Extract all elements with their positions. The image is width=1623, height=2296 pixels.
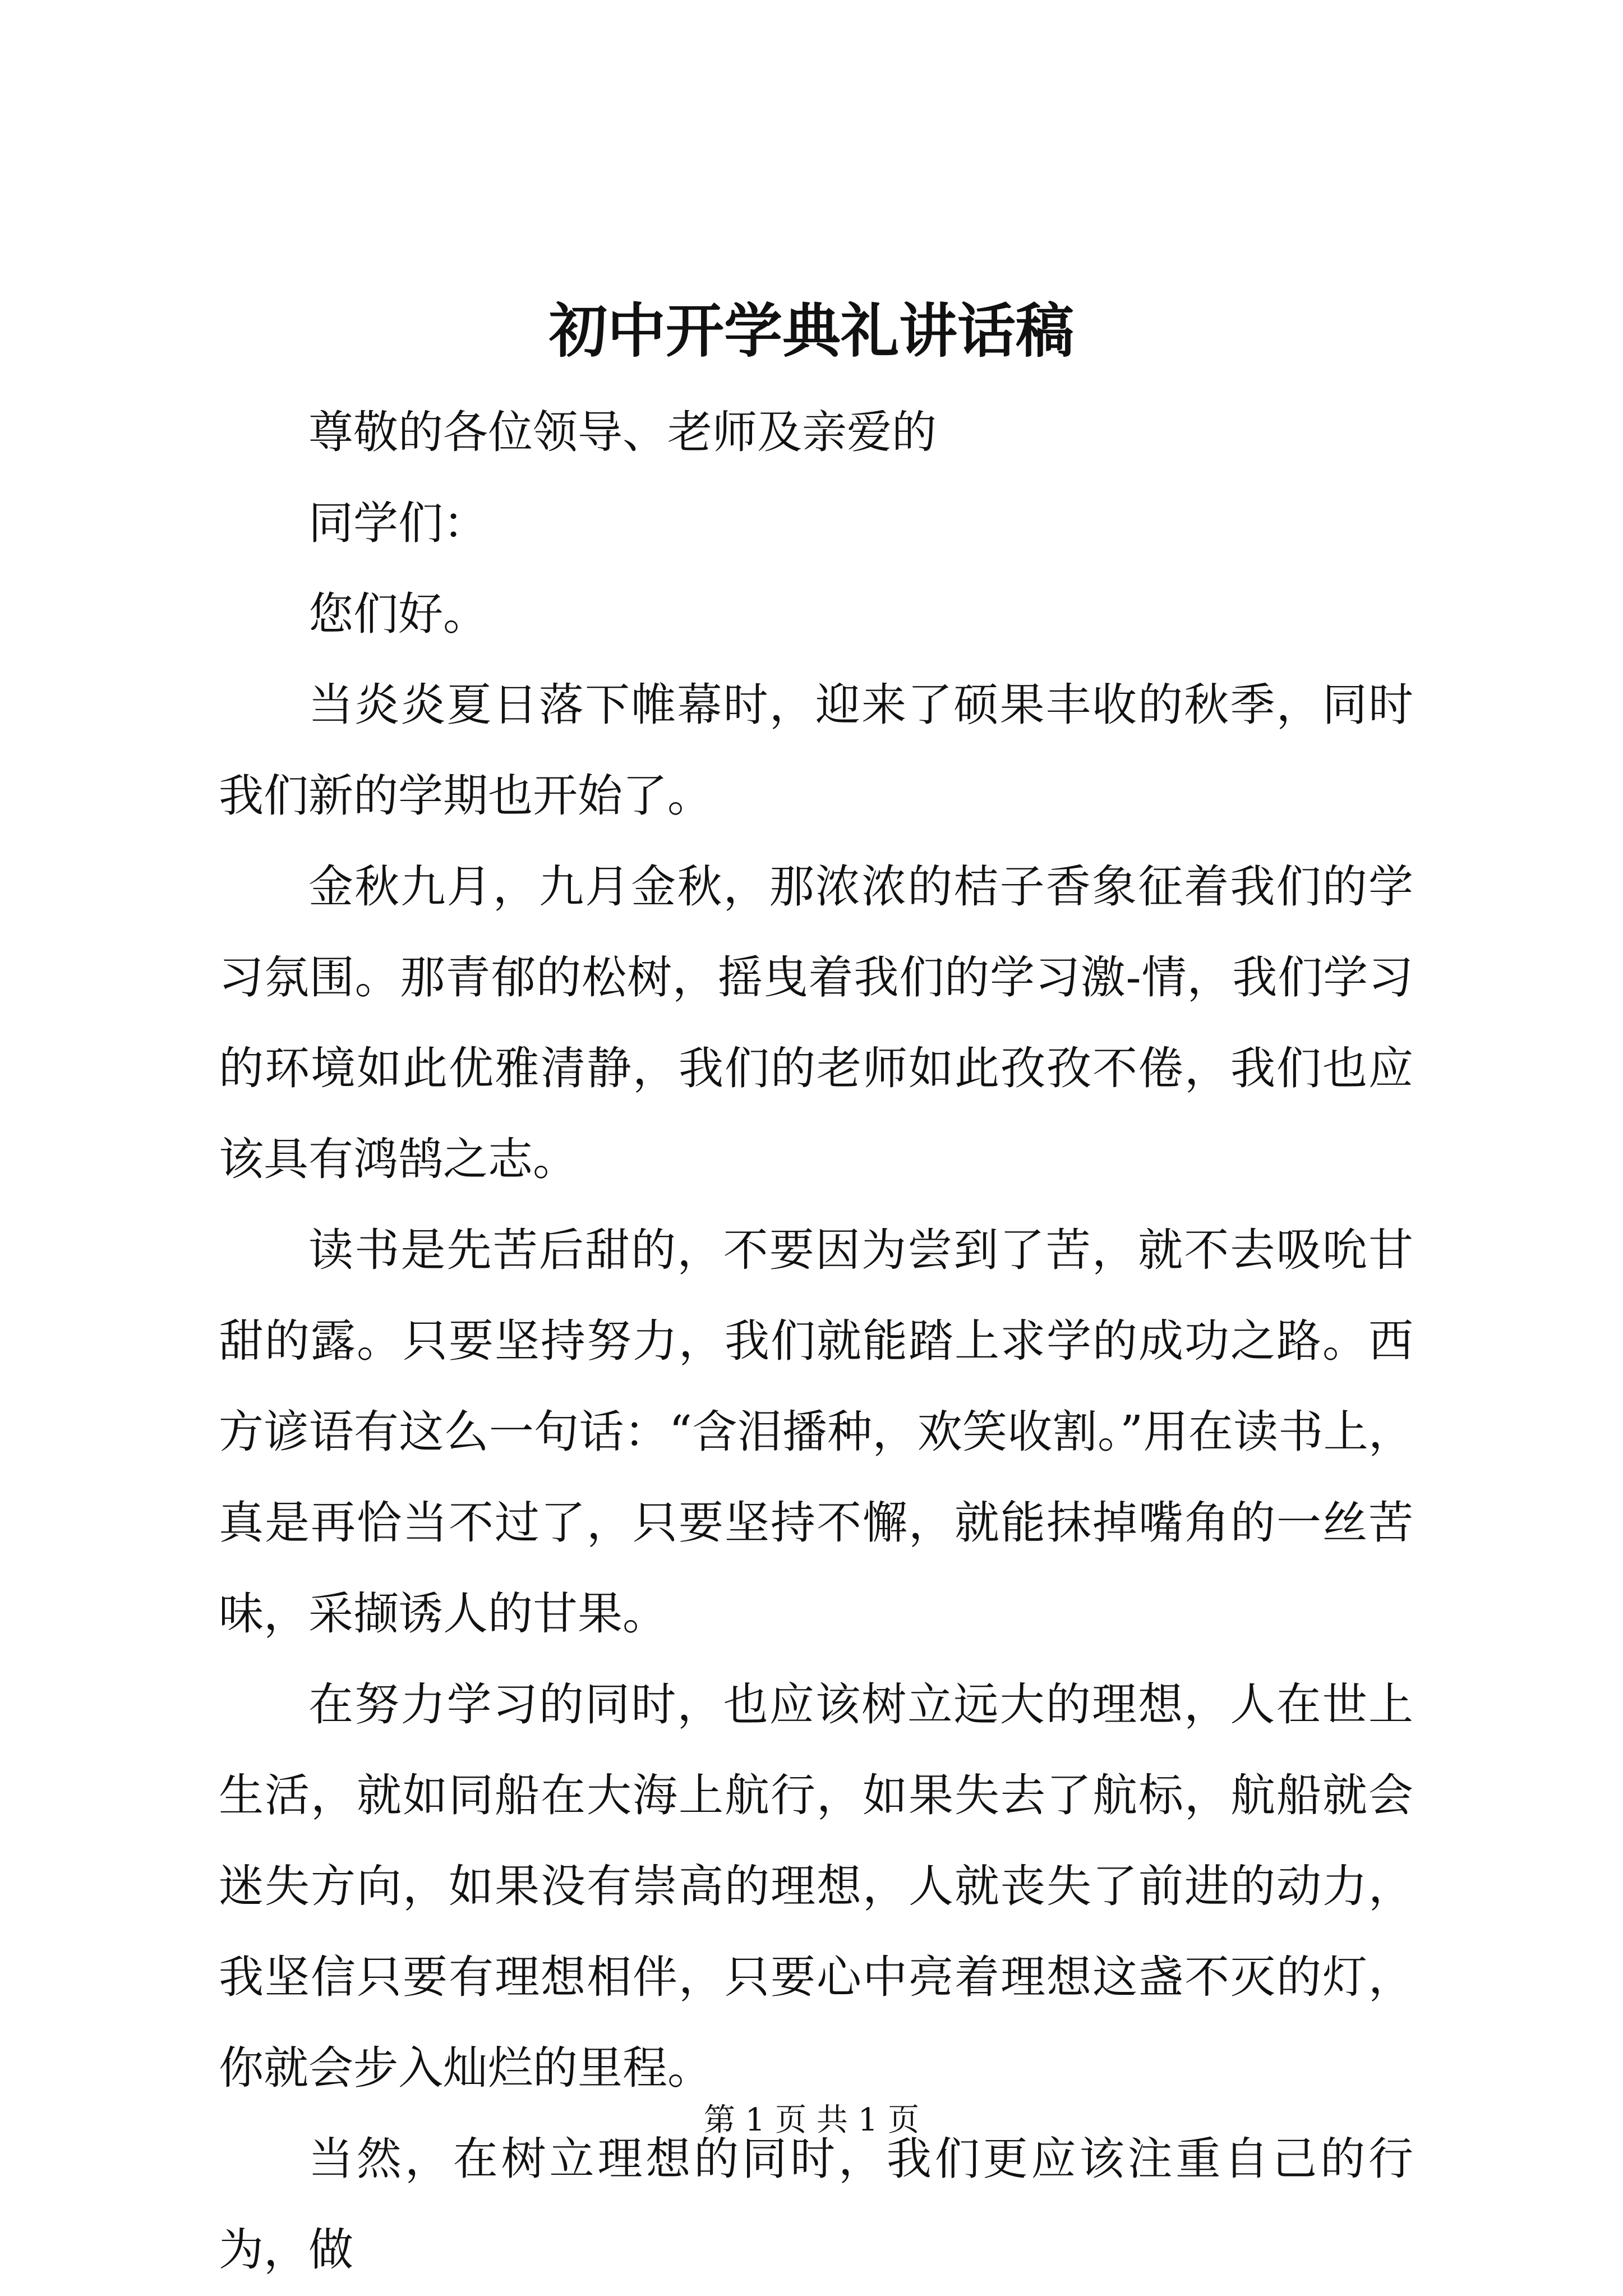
paragraph: 金秋九月，九月金秋，那浓浓的桔子香象征着我们的学习氛围。那青郁的松树，摇曳着我们的学习激-情，我们学习的环境如此优雅清静，我们的老师如此孜孜不倦，我们也应该具有鸿鹄之志。	[219, 861, 1413, 1185]
page-number-label: 第 1 页 共 1 页	[703, 2102, 920, 2138]
page-footer	[0, 2101, 1623, 2140]
paragraph: 当然，在树立理想的同时，我们更应该注重自己的行为，做	[219, 2133, 1413, 2276]
paragraph: 当炎炎夏日落下帷幕时，迎来了硕果丰收的秋季，同时我们新的学期也开始了。	[219, 679, 1413, 822]
paragraph: 在努力学习的同时，也应该树立远大的理想，人在世上生活，就如同船在大海上航行，如果失去了航标，航船就会迷失方向，如果没有崇高的理想，人就丧失了前进的动力，我坚信只要有理想相伴，只要心中亮着理想这盏不灭的灯，你就会步入灿烂的里程。	[219, 1678, 1413, 2094]
paragraph: 读书是先苦后甜的，不要因为尝到了苦，就不去吸吮甘甜的露。只要坚持努力，我们就能踏上求学的成功之路。西方谚语有这么一句话：“含泪播种，欢笑收割。”用在读书上，真是再恰当不过了，只要坚持不懈，就能抹掉嘴角的一丝苦味，采撷诱人的甘果。	[219, 1224, 1413, 1640]
paragraph: 尊敬的各位领导、老师及亲爱的	[308, 406, 937, 458]
paragraph: 您们好。	[308, 588, 488, 640]
document-body	[219, 387, 1413, 2295]
paragraph: 同学们：	[308, 497, 488, 549]
document-title: 初中开学典礼讲话稿	[548, 296, 1074, 365]
